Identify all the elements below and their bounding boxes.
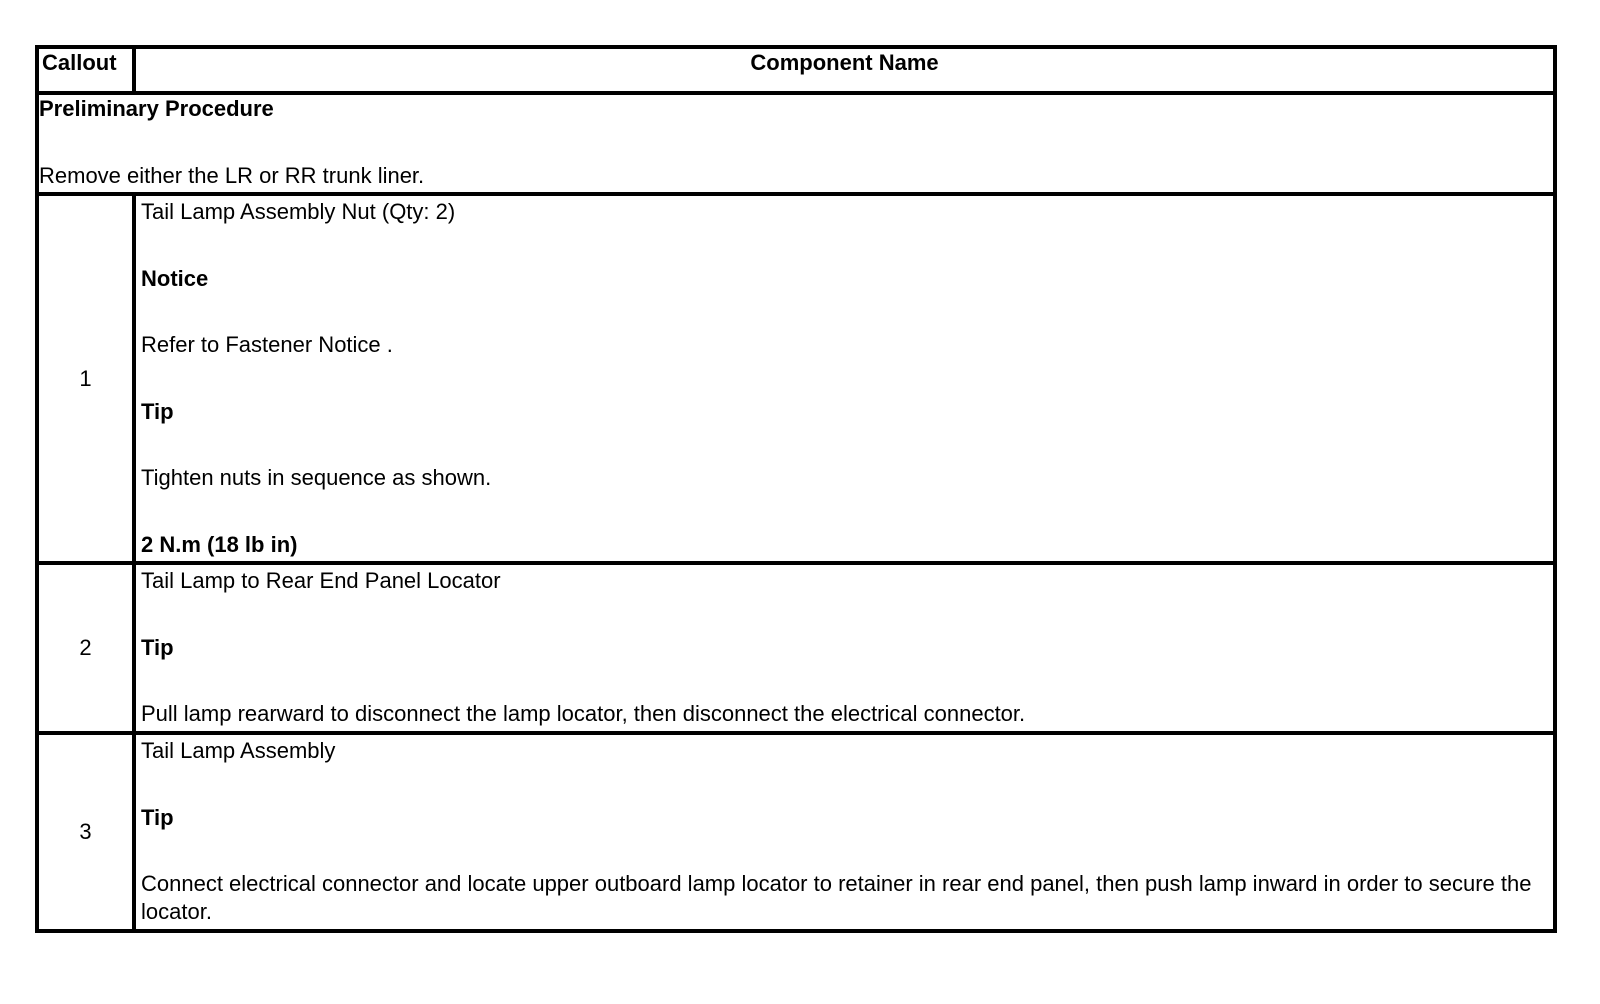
table-row <box>37 194 1555 563</box>
component-cell <box>134 563 1555 733</box>
tip-label: Tip <box>141 804 174 830</box>
preliminary-procedure-title: Preliminary Procedure <box>39 96 274 121</box>
table-row <box>37 563 1555 733</box>
component-table <box>35 45 1557 933</box>
preliminary-procedure-row <box>37 93 1555 194</box>
callout-number: 3 <box>37 733 134 931</box>
table-header-row <box>37 47 1555 93</box>
component-cell <box>134 194 1555 563</box>
tip-text: Pull lamp rearward to disconnect the lamp locator, then disconnect the electrical connector. <box>141 701 1026 726</box>
tip-text: Connect electrical connector and locate upper outboard lamp locator to retainer in rear end panel, then push lamp inward in order to secure the locator. <box>141 871 1532 924</box>
table-row <box>37 733 1555 931</box>
notice-text: Refer to Fastener Notice . <box>141 332 393 357</box>
component-name-column-header: Component Name <box>134 47 1555 93</box>
callout-number: 1 <box>37 194 134 563</box>
notice-label: Notice <box>141 265 209 291</box>
component-name: Tail Lamp Assembly Nut (Qty: 2) <box>141 199 456 224</box>
component-name: Tail Lamp to Rear End Panel Locator <box>141 568 501 593</box>
tip-text: Tighten nuts in sequence as shown. <box>141 465 492 490</box>
component-name: Tail Lamp Assembly <box>141 738 336 763</box>
torque-spec: 2 N.m (18 lb in) <box>141 531 298 557</box>
component-cell <box>134 733 1555 931</box>
preliminary-procedure-cell <box>37 93 1555 194</box>
callout-number: 2 <box>37 563 134 733</box>
tip-label: Tip <box>141 634 174 660</box>
tip-label: Tip <box>141 398 174 424</box>
preliminary-procedure-text: Remove either the LR or RR trunk liner. <box>39 162 425 188</box>
callout-column-header: Callout <box>37 47 134 93</box>
